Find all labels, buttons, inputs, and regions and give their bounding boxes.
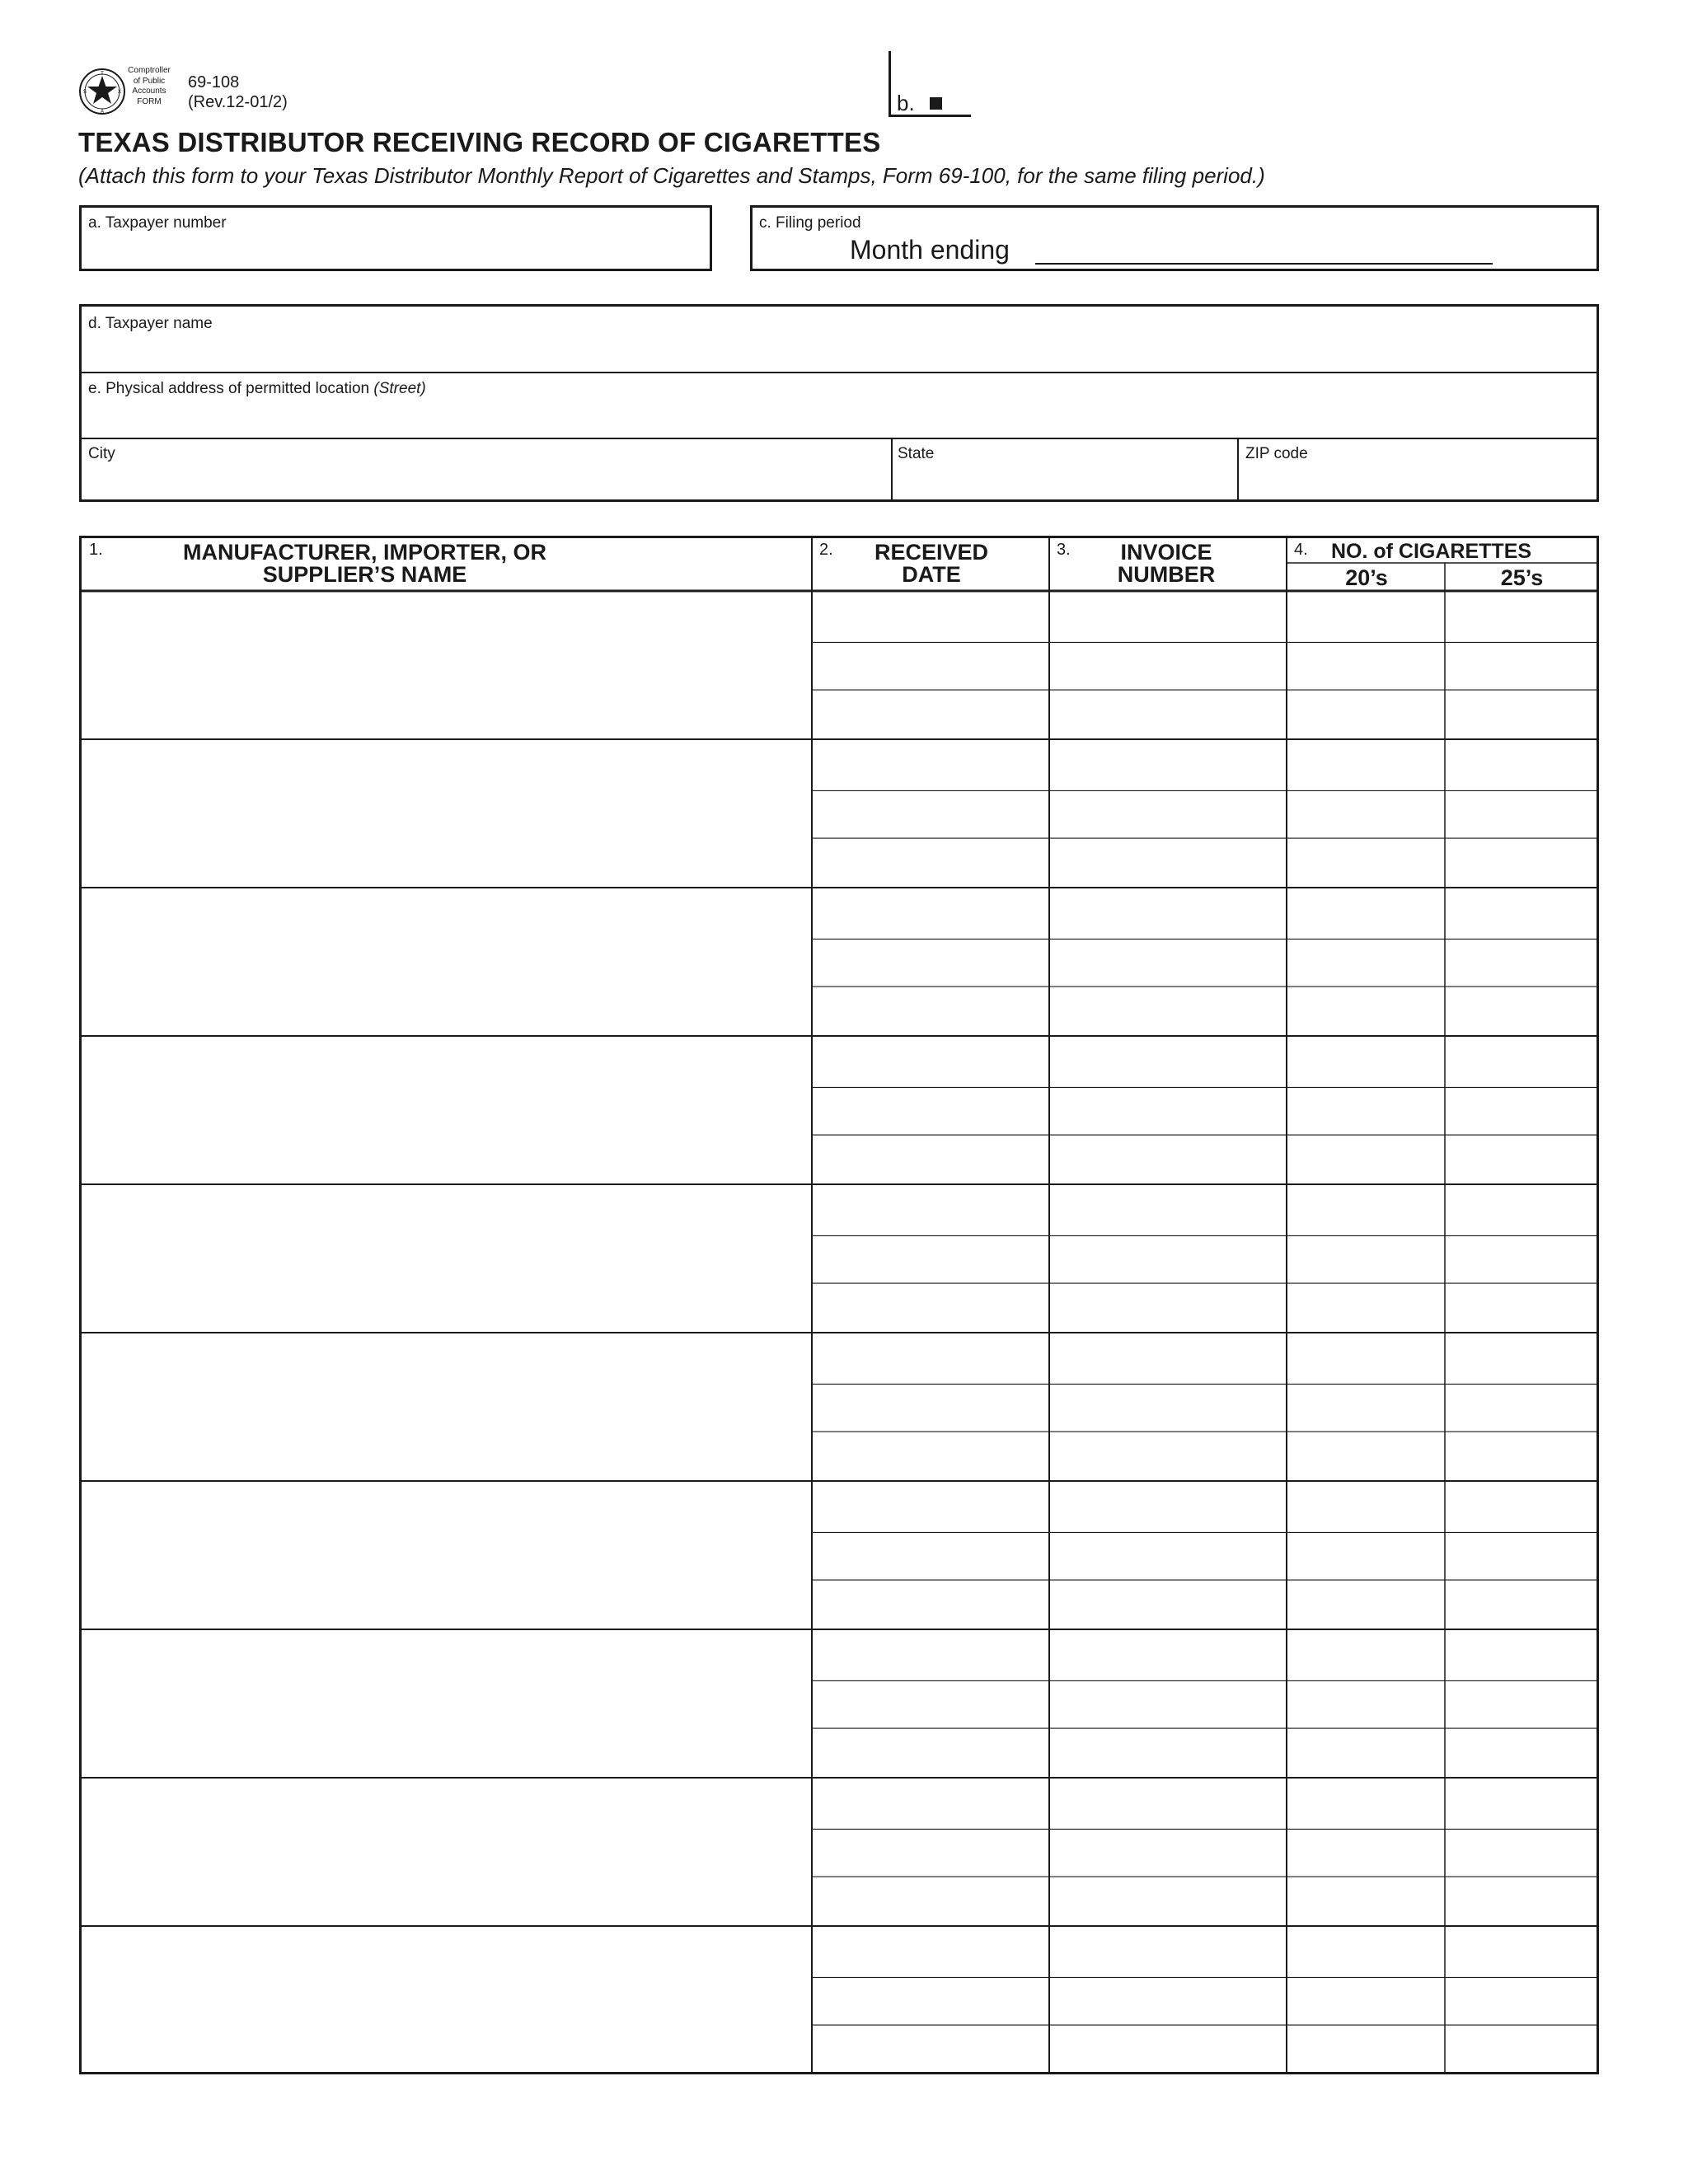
- agency-name: [124, 66, 175, 107]
- count-20s-cell[interactable]: [1287, 987, 1445, 1036]
- invoice-number-cell[interactable]: [1049, 1629, 1287, 1680]
- received-date-cell[interactable]: [812, 939, 1049, 987]
- received-date-cell[interactable]: [812, 1481, 1049, 1532]
- received-date-cell[interactable]: [812, 1384, 1049, 1432]
- received-date-cell[interactable]: [812, 1235, 1049, 1283]
- count-25s-cell[interactable]: [1445, 1580, 1599, 1629]
- count-20s-cell[interactable]: [1287, 1532, 1445, 1580]
- count-25s-cell[interactable]: [1445, 1778, 1599, 1829]
- received-date-cell[interactable]: [812, 591, 1049, 642]
- count-25s-cell[interactable]: [1445, 1087, 1599, 1135]
- form-revision: (Rev.12-01/2): [188, 93, 288, 111]
- invoice-number-cell[interactable]: [1049, 1135, 1287, 1184]
- invoice-number-cell[interactable]: [1049, 690, 1287, 739]
- invoice-number-cell[interactable]: [1049, 1728, 1287, 1778]
- city-label: City: [88, 445, 115, 462]
- svg-text:A: A: [100, 110, 105, 115]
- supplier-name-cell[interactable]: [79, 1778, 812, 1926]
- count-20s-cell[interactable]: [1287, 1333, 1445, 1384]
- street-hint: (Street): [373, 380, 426, 397]
- col4-sub-20s: 20’s: [1345, 565, 1388, 590]
- count-25s-cell[interactable]: [1445, 888, 1599, 939]
- supplier-name-cell[interactable]: [79, 1036, 812, 1184]
- invoice-number-cell[interactable]: [1049, 2025, 1287, 2074]
- col3-header-line2: NUMBER: [1117, 562, 1216, 587]
- taxpayer-name-field[interactable]: [82, 307, 1597, 373]
- count-20s-cell[interactable]: [1287, 1926, 1445, 1977]
- received-date-cell[interactable]: [812, 1778, 1049, 1829]
- invoice-number-cell[interactable]: [1049, 1877, 1287, 1926]
- col2-header-line2: DATE: [902, 562, 961, 587]
- invoice-number-cell[interactable]: [1049, 1087, 1287, 1135]
- received-date-cell[interactable]: [812, 790, 1049, 838]
- count-25s-cell[interactable]: [1445, 1977, 1599, 2025]
- invoice-number-cell[interactable]: [1049, 739, 1287, 790]
- supplier-name-cell[interactable]: [79, 1481, 812, 1629]
- count-25s-cell[interactable]: [1445, 1135, 1599, 1184]
- form-number-block: [188, 73, 288, 112]
- agency-line: Comptroller: [128, 66, 171, 75]
- count-20s-cell[interactable]: [1287, 739, 1445, 790]
- count-25s-cell[interactable]: [1445, 1333, 1599, 1384]
- received-date-cell[interactable]: [812, 690, 1049, 739]
- received-date-cell[interactable]: [812, 1977, 1049, 2025]
- svg-text:X: X: [117, 90, 122, 95]
- count-20s-cell[interactable]: [1287, 1977, 1445, 2025]
- form-instructions: (Attach this form to your Texas Distributor Monthly Report of Cigarettes and Stamps, Form 69-100, for the same filing period.): [78, 163, 1265, 188]
- invoice-number-cell[interactable]: [1049, 1184, 1287, 1235]
- invoice-number-cell[interactable]: [1049, 939, 1287, 987]
- count-25s-cell[interactable]: [1445, 1629, 1599, 1680]
- count-20s-cell[interactable]: [1287, 1184, 1445, 1235]
- received-date-cell[interactable]: [812, 1333, 1049, 1384]
- received-date-cell[interactable]: [812, 1829, 1049, 1877]
- agency-line: of Public: [133, 76, 166, 86]
- count-20s-cell[interactable]: [1287, 1283, 1445, 1333]
- count-20s-cell[interactable]: [1287, 1629, 1445, 1680]
- supplier-name-cell[interactable]: [79, 1333, 812, 1481]
- received-date-cell[interactable]: [812, 1432, 1049, 1481]
- invoice-number-cell[interactable]: [1049, 1283, 1287, 1333]
- count-25s-cell[interactable]: [1445, 690, 1599, 739]
- field-b-marker[interactable]: [889, 51, 971, 119]
- received-date-cell[interactable]: [812, 1926, 1049, 1977]
- col1-header-line2: SUPPLIER’S NAME: [262, 562, 467, 587]
- agency-line: FORM: [137, 96, 162, 106]
- count-25s-cell[interactable]: [1445, 1283, 1599, 1333]
- received-date-cell[interactable]: [812, 1087, 1049, 1135]
- count-20s-cell[interactable]: [1287, 939, 1445, 987]
- received-date-cell[interactable]: [812, 888, 1049, 939]
- count-20s-cell[interactable]: [1287, 1680, 1445, 1728]
- invoice-number-cell[interactable]: [1049, 1432, 1287, 1481]
- count-25s-cell[interactable]: [1445, 1877, 1599, 1926]
- invoice-number-cell[interactable]: [1049, 1384, 1287, 1432]
- invoice-number-cell[interactable]: [1049, 1580, 1287, 1629]
- col4-sub-25s: 25’s: [1500, 565, 1544, 590]
- count-25s-cell[interactable]: [1445, 1926, 1599, 1977]
- invoice-number-cell[interactable]: [1049, 642, 1287, 690]
- invoice-number-cell[interactable]: [1049, 1977, 1287, 2025]
- count-20s-cell[interactable]: [1287, 690, 1445, 739]
- form-number: 69-108: [188, 73, 240, 91]
- month-ending-line[interactable]: [1035, 263, 1493, 265]
- supplier-name-cell[interactable]: [79, 1184, 812, 1333]
- received-date-cell[interactable]: [812, 1877, 1049, 1926]
- count-25s-cell[interactable]: [1445, 2025, 1599, 2074]
- state-field[interactable]: [891, 438, 1239, 499]
- supplier-name-cell[interactable]: [79, 739, 812, 888]
- col1-header-line1: MANUFACTURER, IMPORTER, OR: [183, 540, 546, 565]
- invoice-number-cell[interactable]: [1049, 888, 1287, 939]
- col3-header: [1067, 541, 1265, 586]
- count-20s-cell[interactable]: [1287, 1384, 1445, 1432]
- count-25s-cell[interactable]: [1445, 939, 1599, 987]
- count-20s-cell[interactable]: [1287, 2025, 1445, 2074]
- count-25s-cell[interactable]: [1445, 1184, 1599, 1235]
- count-25s-cell[interactable]: [1445, 1680, 1599, 1728]
- count-25s-cell[interactable]: [1445, 1728, 1599, 1778]
- received-date-cell[interactable]: [812, 1680, 1049, 1728]
- count-25s-cell[interactable]: [1445, 1481, 1599, 1532]
- taxpayer-number-field[interactable]: [79, 205, 712, 271]
- b-square-icon: [930, 97, 942, 110]
- count-25s-cell[interactable]: [1445, 1036, 1599, 1087]
- received-date-cell[interactable]: [812, 987, 1049, 1036]
- count-20s-cell[interactable]: [1287, 790, 1445, 838]
- received-date-cell[interactable]: [812, 1532, 1049, 1580]
- agency-line: Accounts: [132, 87, 166, 96]
- taxpayer-address-block: [79, 304, 1599, 502]
- b-vertical-rule: [889, 51, 891, 115]
- count-20s-cell[interactable]: [1287, 1036, 1445, 1087]
- invoice-number-cell[interactable]: [1049, 1333, 1287, 1384]
- supplier-name-cell[interactable]: [79, 591, 812, 739]
- received-date-cell[interactable]: [812, 1036, 1049, 1087]
- invoice-number-cell[interactable]: [1049, 1680, 1287, 1728]
- count-20s-cell[interactable]: [1287, 1087, 1445, 1135]
- received-date-cell[interactable]: [812, 642, 1049, 690]
- count-25s-cell[interactable]: [1445, 642, 1599, 690]
- count-20s-cell[interactable]: [1287, 1135, 1445, 1184]
- invoice-number-cell[interactable]: [1049, 987, 1287, 1036]
- received-date-cell[interactable]: [812, 1728, 1049, 1778]
- street-address-label: [88, 380, 426, 398]
- count-20s-cell[interactable]: [1287, 1235, 1445, 1283]
- received-date-cell[interactable]: [812, 2025, 1049, 2074]
- count-25s-cell[interactable]: [1445, 987, 1599, 1036]
- count-25s-cell[interactable]: [1445, 790, 1599, 838]
- count-25s-cell[interactable]: [1445, 1829, 1599, 1877]
- zip-label: ZIP code: [1245, 445, 1308, 462]
- count-25s-cell[interactable]: [1445, 1235, 1599, 1283]
- count-20s-cell[interactable]: [1287, 642, 1445, 690]
- count-20s-cell[interactable]: [1287, 1829, 1445, 1877]
- filing-period-label: c. Filing period: [759, 214, 861, 232]
- count-20s-cell[interactable]: [1287, 1481, 1445, 1532]
- count-20s-cell[interactable]: [1287, 1778, 1445, 1829]
- zip-field[interactable]: [1237, 438, 1597, 499]
- street-address-label-text: e. Physical address of permitted location: [88, 380, 370, 397]
- count-20s-cell[interactable]: [1287, 1728, 1445, 1778]
- count-20s-cell[interactable]: [1287, 838, 1445, 888]
- taxpayer-name-label: d. Taxpayer name: [88, 315, 213, 332]
- month-ending-label: Month ending: [850, 235, 1010, 265]
- count-25s-cell[interactable]: [1445, 591, 1599, 642]
- col2-header-line1: RECEIVED: [874, 540, 989, 565]
- col1-header: [132, 541, 598, 586]
- count-25s-cell[interactable]: [1445, 1532, 1599, 1580]
- received-date-cell[interactable]: [812, 1184, 1049, 1235]
- invoice-number-cell[interactable]: [1049, 1036, 1287, 1087]
- taxpayer-number-label: a. Taxpayer number: [88, 214, 227, 232]
- svg-text:S: S: [82, 90, 87, 95]
- invoice-number-cell[interactable]: [1049, 1778, 1287, 1829]
- count-25s-cell[interactable]: [1445, 1432, 1599, 1481]
- col4-number: 4.: [1294, 541, 1308, 559]
- invoice-number-cell[interactable]: [1049, 1829, 1287, 1877]
- supplier-name-cell[interactable]: [79, 1926, 812, 2074]
- received-date-cell[interactable]: [812, 838, 1049, 888]
- comptroller-seal-icon: [78, 68, 126, 115]
- count-20s-cell[interactable]: [1287, 1432, 1445, 1481]
- received-date-cell[interactable]: [812, 1135, 1049, 1184]
- invoice-number-cell[interactable]: [1049, 1926, 1287, 1977]
- col2-header: [832, 541, 1030, 586]
- received-date-cell[interactable]: [812, 1283, 1049, 1333]
- supplier-name-cell[interactable]: [79, 888, 812, 1036]
- supplier-name-cell[interactable]: [79, 1629, 812, 1778]
- svg-text:T: T: [101, 72, 104, 77]
- col1-number: 1.: [89, 541, 103, 559]
- invoice-number-cell[interactable]: [1049, 790, 1287, 838]
- invoice-number-cell[interactable]: [1049, 1235, 1287, 1283]
- col4-header: NO. of CIGARETTES: [1331, 540, 1532, 563]
- invoice-number-cell[interactable]: [1049, 838, 1287, 888]
- count-25s-cell[interactable]: [1445, 838, 1599, 888]
- col3-header-line1: INVOICE: [1120, 540, 1212, 565]
- city-field[interactable]: [82, 438, 893, 499]
- state-label: State: [898, 445, 935, 462]
- invoice-number-cell[interactable]: [1049, 1481, 1287, 1532]
- col3-number: 3.: [1057, 541, 1071, 559]
- col2-number: 2.: [819, 541, 833, 559]
- filing-period-field[interactable]: [750, 205, 1599, 271]
- count-20s-cell[interactable]: [1287, 591, 1445, 642]
- b-label: b.: [897, 91, 915, 115]
- received-date-cell[interactable]: [812, 1580, 1049, 1629]
- invoice-number-cell[interactable]: [1049, 591, 1287, 642]
- form-title: TEXAS DISTRIBUTOR RECEIVING RECORD OF CIGARETTES: [78, 127, 881, 157]
- count-20s-cell[interactable]: [1287, 888, 1445, 939]
- received-date-cell[interactable]: [812, 1629, 1049, 1680]
- street-address-field[interactable]: [82, 372, 1597, 439]
- invoice-number-cell[interactable]: [1049, 1532, 1287, 1580]
- count-25s-cell[interactable]: [1445, 739, 1599, 790]
- count-20s-cell[interactable]: [1287, 1580, 1445, 1629]
- count-20s-cell[interactable]: [1287, 1877, 1445, 1926]
- count-25s-cell[interactable]: [1445, 1384, 1599, 1432]
- received-date-cell[interactable]: [812, 739, 1049, 790]
